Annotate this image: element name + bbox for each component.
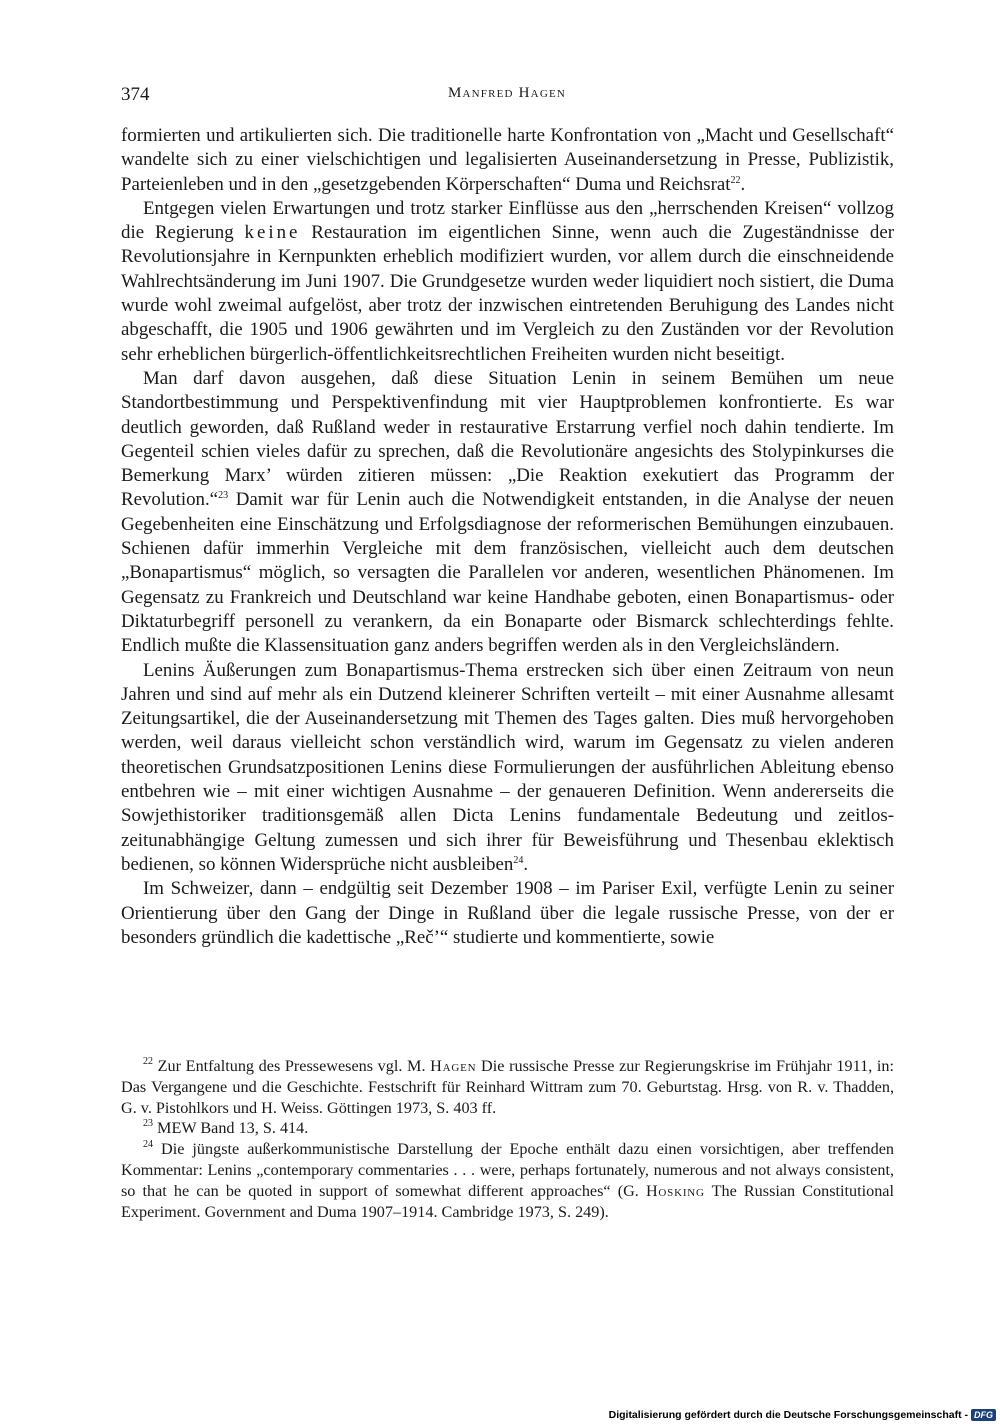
footnote-24: [121, 1139, 894, 1222]
digitization-credit: Digitalisierung gefördert durch die Deutsche Forschungsgemeinschaft -: [608, 1408, 968, 1421]
paragraph-4-end: .: [523, 853, 529, 875]
dfg-logo-icon: DFG: [971, 1409, 996, 1421]
paragraph-1-end: .: [740, 173, 746, 195]
footnote-24-text-a: Die jüngste außerkommunistische Darstellung der Epoche enthält dazu einen vorsichtigen, aber treffenden Kommentar: Lenins „contemporary commentaries . . . were, perhaps fortunately, numerous and not always consistent, so that he can be quoted in support of somewhat different approaches“ (G.: [121, 1140, 894, 1200]
paragraph-3: [121, 367, 894, 659]
paragraph-2-text-b: Restauration im eigentlichen Sinne, wenn auch die Zugeständnisse der Revolutionsjahre in Kernpunkten erheblich modifiziert wurden, vor allem durch die einschneidende Wahlrechtsänderung im Juni 1907. Die Grundgesetze wurden weder liquidiert noch sistiert, die Duma wurde wohl zweimal aufgelöst, aber trotz der inzwischen eintretenden Beruhigung des Landes nicht abgeschafft, die 1905 und 1906 gewährten und im Vergleich zu den Zuständen vor der Revolution sehr erheblichen bürgerlich-öffentlichkeitsrechtlichen Freiheiten wurden nicht beseitigt.: [121, 222, 894, 365]
paragraph-3-text-a: Man darf davon ausgehen, daß diese Situation Lenin in seinem Bemühen um neue Standortbestimmung und Perspektivenfindung mit vier Hauptproblemen konfrontierte. Es war deutlich geworden, daß Rußland weder in restaurative Erstarrung verfiel noch dahin tendierte. Im Gegenteil schien vieles dafür zu sprechen, daß die Revolutionäre angesichts des Stolypinkurses die Bemerkung Marx’ würden zitieren müssen: „Die Reaktion exekutiert das Programm der Revolution.“: [121, 367, 894, 511]
footnote-ref-23: 23: [218, 490, 229, 502]
paragraph-1: [121, 124, 894, 197]
page-header: [121, 84, 893, 108]
footnote-22-text-b: Die russische Presse zur Regierungskrise im Frühjahr 1911, in: Das Vergangene und die Geschichte. Festschrift für Reinhard Wittram zum 70. Geburtstag. Hrsg. von R. v. Thadden, G. v. Pistohlkors und H. Weiss. Göttingen 1973, S. 403 ff.: [121, 1057, 894, 1117]
footnote-24-mark: 24: [143, 1139, 153, 1151]
paragraph-1-text: formierten und artikulierten sich. Die traditionelle harte Konfrontation von „Macht und Gesellschaft“ wandelte sich zu einer vielschichtigen und legalisierten Auseinandersetzung in Presse, Publizistik, Parteienleben und in den „gesetzgebenden Körperschaften“ Duma und Reichsrat: [121, 125, 894, 195]
page-number: 374: [121, 84, 150, 105]
paragraph-4: [121, 659, 894, 878]
footnote-23: [121, 1118, 894, 1139]
paragraph-2: [121, 197, 894, 367]
footnote-24-author: Hosking: [645, 1181, 705, 1200]
footnote-22-author: Hagen: [430, 1057, 477, 1075]
footnote-ref-22: 22: [730, 174, 741, 186]
footnote-ref-24: 24: [513, 854, 524, 866]
footnote-22: [121, 1056, 894, 1118]
footnote-24-text-b: The Russian Constitutional Experiment. Government and Duma 1907–1914. Cambridge 1973, S. 249).: [121, 1181, 894, 1221]
paragraph-3-text-b: Damit war für Lenin auch die Notwendigkeit entstanden, in die Analyse der neuen Gegebenheiten eine Einschätzung und Erfolgsdiagnose der reformerischen Bemühungen einzubauen. Schienen dafür immerhin Vergleiche mit dem französischen, vielleicht auch dem deutschen „Bonapartismus“ möglich, so versagten die Parallelen vor anderen, wesentlichen Phänomenen. Im Gegensatz zu Frankreich und Deutschland war keine Handhabe geboten, einen Bonapartismus- oder Diktaturbegriff personell zu verankern, da ein Bonaparte oder Bismarck schlechterdings fehlte. Endlich mußte die Klassensituation ganz anders begriffen werden als in den Vergleichsländern.: [121, 489, 894, 657]
paragraph-5: Im Schweizer, dann – endgültig seit Dezember 1908 – im Pariser Exil, verfügte Lenin zu seiner Orientierung über den Gang der Dinge in Rußland über die legale russische Presse, von der er besonders gründlich die kadettische „Reč’“ studierte und kommentierte, sowie: [121, 878, 894, 948]
paragraph-4-text: Lenins Äußerungen zum Bonapartismus-Thema erstrecken sich über einen Zeitraum von neun Jahren und sind auf mehr als ein Dutzend kleinerer Schriften verteilt – mit einer Ausnahme allesamt Zeitungsartikel, die der Auseinandersetzung mit Themen des Tages galten. Dies muß hervorgehoben werden, weil daraus vielleicht schon verständlich wird, warum im Gegensatz zu vielen anderen theoretischen Grundsatzpositionen Lenins diese Formulierungen der ausführlichen Ableitung ebenso entbehren wie – mit einer wichtigen Ausnahme – der genaueren Definition. Wenn andererseits die Sowjethistoriker traditionsgemäß allen Dicta Lenins fundamentale Bedeutung und zeitlos-zeitunabhängige Geltung zumessen und sich ihrer für Beweisführung und Thesenbau eklektisch bedienen, so können Widersprüche nicht ausbleiben: [121, 659, 894, 875]
digitization-footer: [609, 1407, 996, 1422]
footnote-22-text-a: Zur Entfaltung des Pressewesens vgl. M.: [153, 1057, 431, 1075]
footnote-22-mark: 22: [143, 1056, 153, 1067]
footnote-23-text: MEW Band 13, S. 414.: [153, 1119, 309, 1138]
emphasized-word: keine: [244, 222, 301, 244]
footnote-23-mark: 23: [143, 1118, 153, 1130]
body-text: [121, 124, 894, 950]
paragraph-2-text-a: Entgegen vielen Erwartungen und trotz starker Einflüsse aus den „herrschenden Kreisen“ vollzog die Regierung: [121, 197, 894, 244]
footnotes: [121, 1056, 894, 1222]
running-head: Manfred Hagen: [447, 85, 567, 101]
